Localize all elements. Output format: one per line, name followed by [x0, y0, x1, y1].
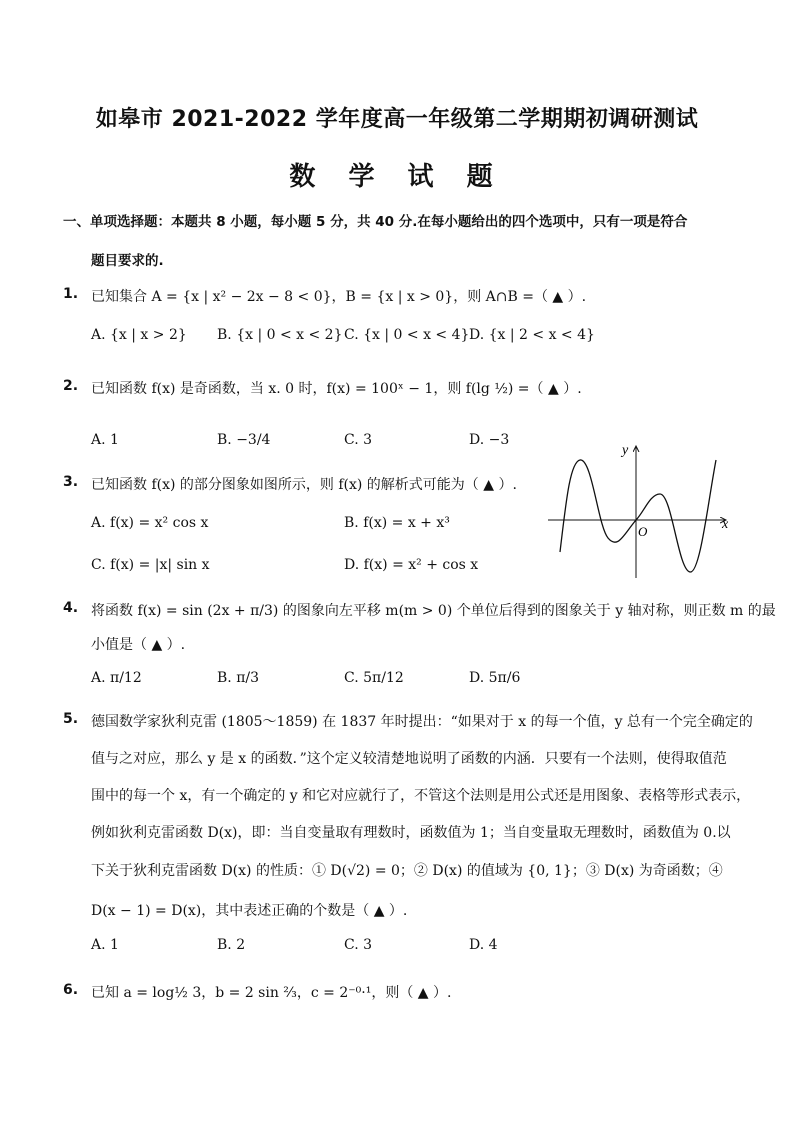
- question-2-number: 2.: [63, 378, 79, 394]
- question-5-number: 5.: [63, 711, 79, 727]
- question-4-number: 4.: [63, 600, 79, 616]
- question-4-text-line2: 小值是（ ▲ ）.: [91, 637, 186, 653]
- question-3-number: 3.: [63, 474, 79, 490]
- question-1-option-b: B. {x | 0 < x < 2}: [217, 327, 343, 343]
- question-5-text-line3: 围中的每一个 x，有一个确定的 y 和它对应就行了，不管这个法则是用公式还是用图象、表格等形式表示，: [91, 788, 751, 804]
- question-2-option-d: D. −3: [469, 432, 510, 448]
- section-heading-line2: 题目要求的.: [91, 253, 164, 269]
- question-5-option-a: A. 1: [91, 937, 119, 953]
- x-axis-label: x: [722, 517, 729, 532]
- question-2-text: 已知函数 f(x) 是奇函数，当 x. 0 时，f(x) = 100ˣ − 1，则 f(lg ½) =（ ▲ ）.: [91, 381, 582, 397]
- question-3-text: 已知函数 f(x) 的部分图象如图所示，则 f(x) 的解析式可能为（ ▲ ）.: [91, 477, 517, 493]
- question-6-number: 6.: [63, 982, 79, 998]
- question-3-option-d: D. f(x) = x² + cos x: [344, 557, 479, 573]
- question-1-number: 1.: [63, 286, 79, 302]
- question-4-option-a: A. π/12: [91, 670, 142, 686]
- question-3-option-b: B. f(x) = x + x³: [344, 515, 450, 531]
- question-5-option-d: D. 4: [469, 937, 498, 953]
- question-1-option-d: D. {x | 2 < x < 4}: [469, 327, 595, 343]
- question-5-text-line6: D(x − 1) = D(x)，其中表述正确的个数是（ ▲ ）.: [91, 903, 408, 919]
- question-5-option-b: B. 2: [217, 937, 246, 953]
- page-title: 如皋市 2021-2022 学年度高一年级第二学期期初调研测试: [95, 107, 699, 132]
- question-5-text-line2: 值与之对应，那么 y 是 x 的函数．”这个定义较清楚地说明了函数的内涵．只要有一个法则，使得取值范: [91, 751, 727, 767]
- question-1-text: 已知集合 A = {x | x² − 2x − 8 < 0}，B = {x | x > 0}，则 A∩B =（ ▲ ）.: [91, 289, 587, 305]
- question-3-option-a: A. f(x) = x² cos x: [91, 515, 209, 531]
- question-5-text-line4: 例如狄利克雷函数 D(x)，即：当自变量取有理数时，函数值为 1；当自变量取无理数时，函数值为 0.以: [91, 825, 731, 841]
- function-curve: [560, 460, 716, 572]
- question-5-text-line5: 下关于狄利克雷函数 D(x) 的性质：① D(√2) = 0；② D(x) 的值域为 {0, 1}；③ D(x) 为奇函数；④: [91, 863, 723, 879]
- page-subtitle: 数 学 试 题: [289, 162, 505, 192]
- question-2-option-a: A. 1: [91, 432, 119, 448]
- question-2-option-b: B. −3/4: [217, 432, 271, 448]
- question-4-text-line1: 将函数 f(x) = sin (2x + π/3) 的图象向左平移 m(m > 0) 个单位后得到的图象关于 y 轴对称，则正数 m 的最: [91, 603, 776, 619]
- question-2-option-c: C. 3: [344, 432, 373, 448]
- origin-label: O: [638, 524, 648, 539]
- question-6-text: 已知 a = log½ 3，b = 2 sin ⅔，c = 2⁻⁰·¹，则（ ▲ ）.: [91, 985, 452, 1001]
- question-4-option-b: B. π/3: [217, 670, 260, 686]
- question-5-text-line1: 德国数学家狄利克雷 (1805～1859) 在 1837 年时提出：“如果对于 x 的每一个值，y 总有一个完全确定的: [91, 714, 753, 730]
- y-axis-label: y: [622, 443, 629, 458]
- question-1-option-a: A. {x | x > 2}: [91, 327, 187, 343]
- question-5-option-c: C. 3: [344, 937, 373, 953]
- question-4-option-c: C. 5π/12: [344, 670, 404, 686]
- question-1-option-c: C. {x | 0 < x < 4}: [344, 327, 470, 343]
- function-graph: [548, 442, 738, 578]
- question-4-option-d: D. 5π/6: [469, 670, 521, 686]
- question-3-option-c: C. f(x) = |x| sin x: [91, 557, 210, 573]
- section-heading-line1: 一、单项选择题：本题共 8 小题，每小题 5 分，共 40 分.在每小题给出的四个选项中，只有一项是符合: [63, 214, 688, 230]
